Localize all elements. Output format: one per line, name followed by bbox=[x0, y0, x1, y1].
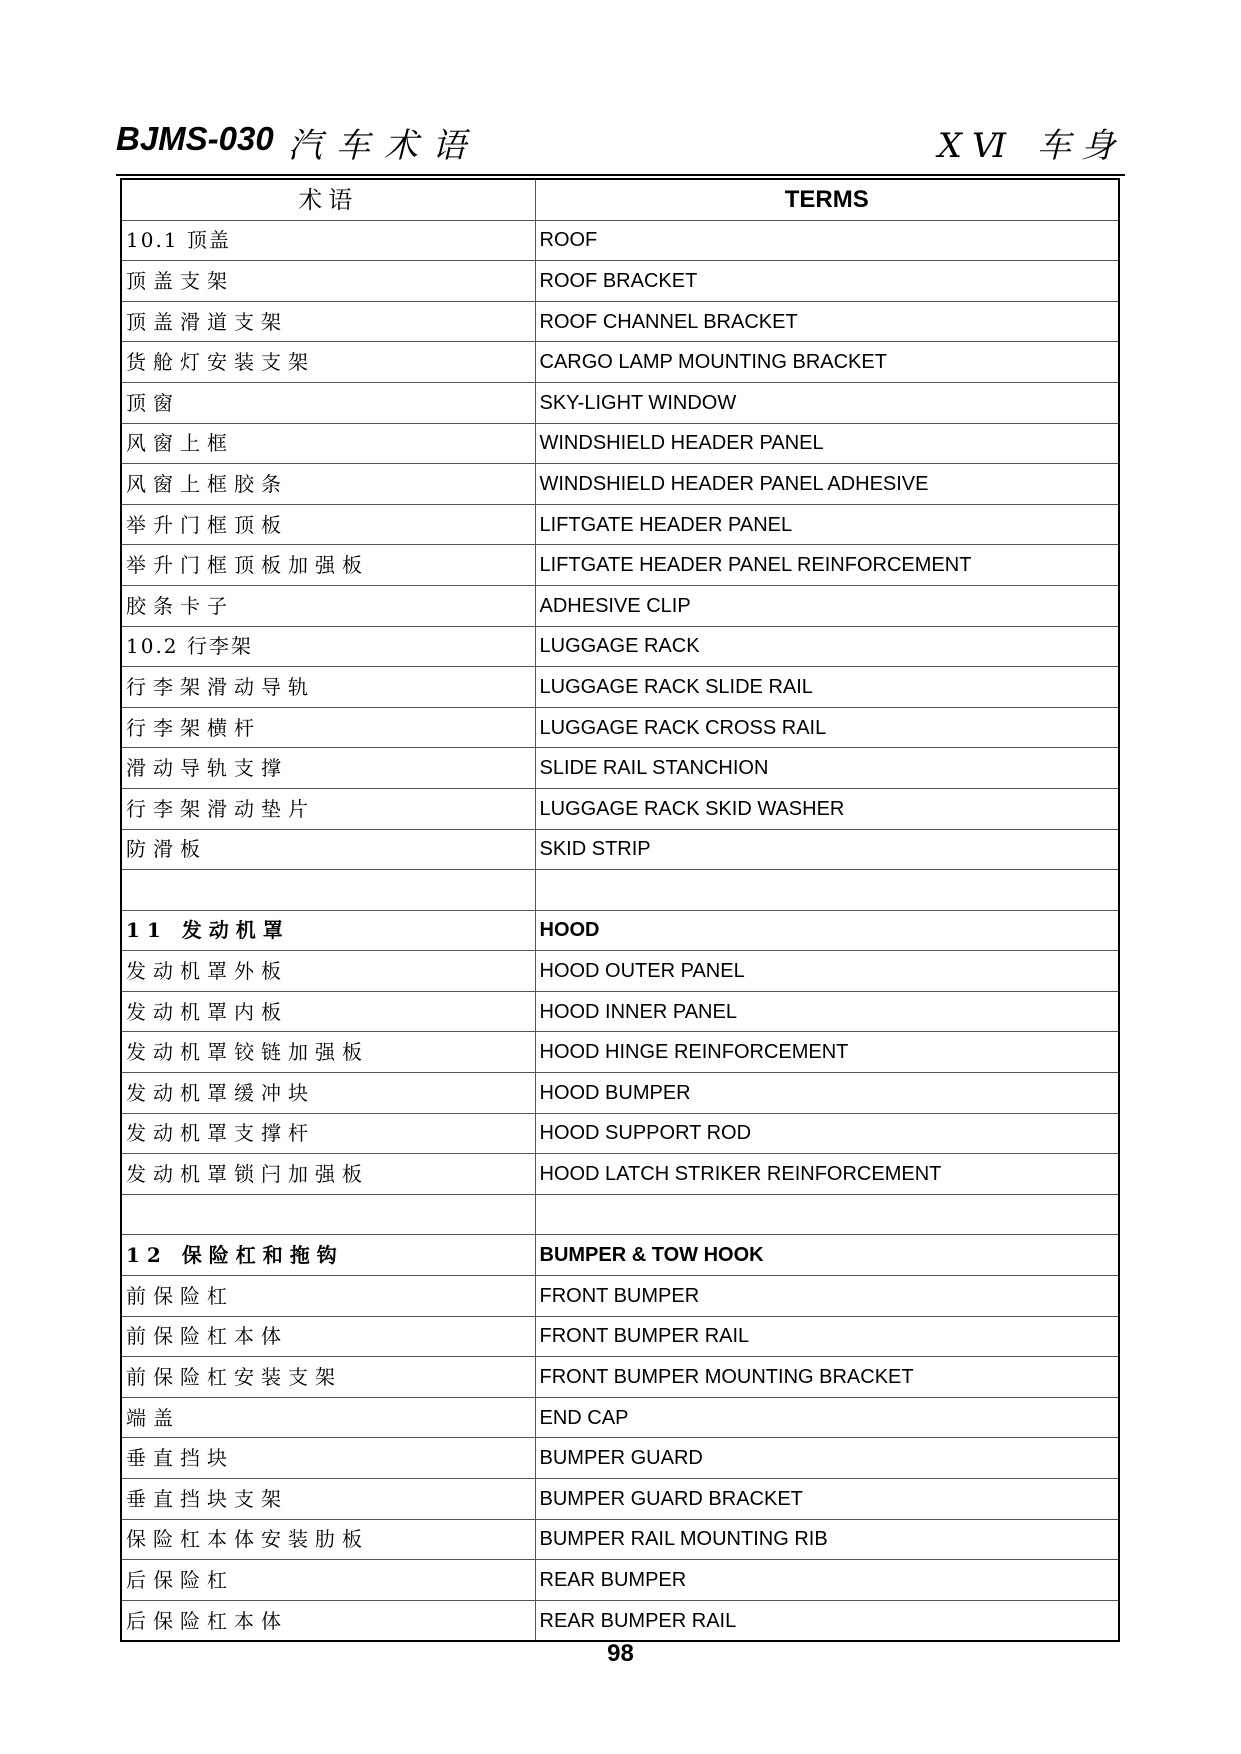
term-english bbox=[535, 1194, 1119, 1235]
term-english: BUMPER & TOW HOOK bbox=[535, 1235, 1119, 1276]
term-chinese bbox=[121, 870, 535, 911]
term-english: ROOF CHANNEL BRACKET bbox=[535, 301, 1119, 342]
term-english: REAR BUMPER bbox=[535, 1560, 1119, 1601]
term-chinese: 10.2 行李架 bbox=[121, 626, 535, 667]
table-row bbox=[121, 220, 1119, 261]
term-english: HOOD SUPPORT ROD bbox=[535, 1113, 1119, 1154]
table-row bbox=[121, 545, 1119, 586]
table-row bbox=[121, 748, 1119, 789]
column-header-english: TERMS bbox=[535, 179, 1119, 220]
term-english: LIFTGATE HEADER PANEL bbox=[535, 504, 1119, 545]
term-chinese: 垂直挡块支架 bbox=[121, 1479, 535, 1520]
term-chinese: 前保险杠 bbox=[121, 1276, 535, 1317]
term-english: FRONT BUMPER bbox=[535, 1276, 1119, 1317]
term-chinese: 11 发动机罩 bbox=[121, 910, 535, 951]
document-code: BJMS-030 bbox=[116, 120, 274, 157]
table-row bbox=[121, 1073, 1119, 1114]
term-chinese: 货舱灯安装支架 bbox=[121, 342, 535, 383]
term-chinese: 发动机罩铰链加强板 bbox=[121, 1032, 535, 1073]
term-english: LUGGAGE RACK SKID WASHER bbox=[535, 788, 1119, 829]
table-row bbox=[121, 1600, 1119, 1641]
term-chinese: 举升门框顶板 bbox=[121, 504, 535, 545]
table-row bbox=[121, 951, 1119, 992]
term-english: LIFTGATE HEADER PANEL REINFORCEMENT bbox=[535, 545, 1119, 586]
term-chinese: 10.1 顶盖 bbox=[121, 220, 535, 261]
table-row bbox=[121, 464, 1119, 505]
term-english: WINDSHIELD HEADER PANEL bbox=[535, 423, 1119, 464]
term-english: BUMPER GUARD bbox=[535, 1438, 1119, 1479]
term-english: HOOD HINGE REINFORCEMENT bbox=[535, 1032, 1119, 1073]
table-row bbox=[121, 1316, 1119, 1357]
term-chinese: 顶盖滑道支架 bbox=[121, 301, 535, 342]
table-row bbox=[121, 261, 1119, 302]
term-chinese: 风窗上框 bbox=[121, 423, 535, 464]
table-row bbox=[121, 707, 1119, 748]
section-title: XⅥ 车身 bbox=[937, 126, 1125, 166]
term-chinese: 前保险杠安装支架 bbox=[121, 1357, 535, 1398]
term-english: ROOF BRACKET bbox=[535, 261, 1119, 302]
term-english: SKID STRIP bbox=[535, 829, 1119, 870]
table-row-blank bbox=[121, 870, 1119, 911]
page-header bbox=[116, 112, 1125, 172]
term-chinese: 垂直挡块 bbox=[121, 1438, 535, 1479]
term-english: HOOD bbox=[535, 910, 1119, 951]
table-row bbox=[121, 1276, 1119, 1317]
term-english bbox=[535, 870, 1119, 911]
table-row bbox=[121, 626, 1119, 667]
table-row bbox=[121, 585, 1119, 626]
term-english: SKY-LIGHT WINDOW bbox=[535, 382, 1119, 423]
term-english: ROOF bbox=[535, 220, 1119, 261]
term-chinese: 顶窗 bbox=[121, 382, 535, 423]
term-chinese: 发动机罩锁闩加强板 bbox=[121, 1154, 535, 1195]
term-chinese: 行李架横杆 bbox=[121, 707, 535, 748]
table-row bbox=[121, 1113, 1119, 1154]
table-row bbox=[121, 1357, 1119, 1398]
term-english: FRONT BUMPER RAIL bbox=[535, 1316, 1119, 1357]
term-chinese: 保险杠本体安装肋板 bbox=[121, 1519, 535, 1560]
term-english: CARGO LAMP MOUNTING BRACKET bbox=[535, 342, 1119, 383]
term-chinese: 举升门框顶板加强板 bbox=[121, 545, 535, 586]
table-row bbox=[121, 1032, 1119, 1073]
table-row bbox=[121, 342, 1119, 383]
term-english: LUGGAGE RACK bbox=[535, 626, 1119, 667]
term-chinese: 行李架滑动导轨 bbox=[121, 667, 535, 708]
column-header-chinese: 术语 bbox=[121, 179, 535, 220]
term-chinese: 12 保险杠和拖钩 bbox=[121, 1235, 535, 1276]
header-rule bbox=[116, 174, 1125, 176]
term-chinese: 滑动导轨支撑 bbox=[121, 748, 535, 789]
term-chinese: 风窗上框胶条 bbox=[121, 464, 535, 505]
table-header-row bbox=[121, 179, 1119, 220]
term-english: REAR BUMPER RAIL bbox=[535, 1600, 1119, 1641]
term-chinese: 防滑板 bbox=[121, 829, 535, 870]
term-english: HOOD LATCH STRIKER REINFORCEMENT bbox=[535, 1154, 1119, 1195]
term-english: HOOD BUMPER bbox=[535, 1073, 1119, 1114]
term-english: HOOD OUTER PANEL bbox=[535, 951, 1119, 992]
term-chinese: 后保险杠本体 bbox=[121, 1600, 535, 1641]
table-row bbox=[121, 301, 1119, 342]
term-english: SLIDE RAIL STANCHION bbox=[535, 748, 1119, 789]
table-row bbox=[121, 1519, 1119, 1560]
term-chinese: 发动机罩外板 bbox=[121, 951, 535, 992]
terms-table-container bbox=[120, 178, 1118, 1642]
document-title: 汽车术语 bbox=[288, 126, 480, 166]
table-row bbox=[121, 1397, 1119, 1438]
table-row bbox=[121, 788, 1119, 829]
term-english: LUGGAGE RACK SLIDE RAIL bbox=[535, 667, 1119, 708]
table-row bbox=[121, 991, 1119, 1032]
term-chinese: 发动机罩支撑杆 bbox=[121, 1113, 535, 1154]
term-english: HOOD INNER PANEL bbox=[535, 991, 1119, 1032]
table-row bbox=[121, 1235, 1119, 1276]
term-chinese: 发动机罩内板 bbox=[121, 991, 535, 1032]
term-english: BUMPER RAIL MOUNTING RIB bbox=[535, 1519, 1119, 1560]
table-row bbox=[121, 910, 1119, 951]
term-english: FRONT BUMPER MOUNTING BRACKET bbox=[535, 1357, 1119, 1398]
term-english: BUMPER GUARD BRACKET bbox=[535, 1479, 1119, 1520]
term-english: ADHESIVE CLIP bbox=[535, 585, 1119, 626]
table-row bbox=[121, 667, 1119, 708]
term-chinese: 前保险杠本体 bbox=[121, 1316, 535, 1357]
term-chinese: 后保险杠 bbox=[121, 1560, 535, 1601]
table-row bbox=[121, 1154, 1119, 1195]
terms-table bbox=[120, 178, 1120, 1642]
terms-table-body bbox=[121, 220, 1119, 1641]
table-row bbox=[121, 1438, 1119, 1479]
term-chinese bbox=[121, 1194, 535, 1235]
table-row-blank bbox=[121, 1194, 1119, 1235]
table-row bbox=[121, 829, 1119, 870]
term-chinese: 胶条卡子 bbox=[121, 585, 535, 626]
term-english: LUGGAGE RACK CROSS RAIL bbox=[535, 707, 1119, 748]
table-row bbox=[121, 1560, 1119, 1601]
table-row bbox=[121, 423, 1119, 464]
term-chinese: 行李架滑动垫片 bbox=[121, 788, 535, 829]
term-chinese: 端盖 bbox=[121, 1397, 535, 1438]
term-chinese: 顶盖支架 bbox=[121, 261, 535, 302]
table-row bbox=[121, 504, 1119, 545]
term-chinese: 发动机罩缓冲块 bbox=[121, 1073, 535, 1114]
term-english: END CAP bbox=[535, 1397, 1119, 1438]
page-number: 98 bbox=[607, 1640, 634, 1667]
table-row bbox=[121, 382, 1119, 423]
table-row bbox=[121, 1479, 1119, 1520]
term-english: WINDSHIELD HEADER PANEL ADHESIVE bbox=[535, 464, 1119, 505]
